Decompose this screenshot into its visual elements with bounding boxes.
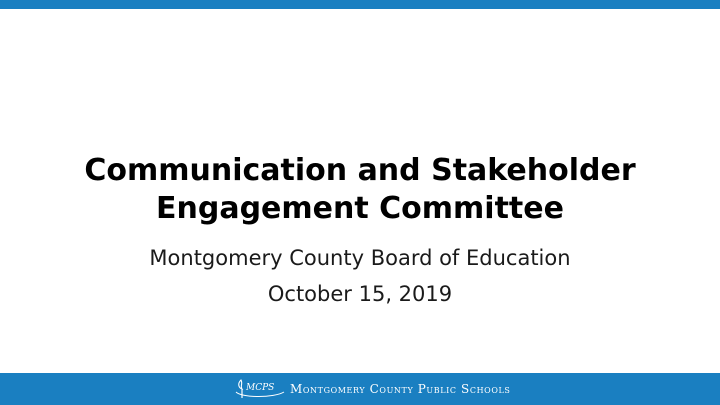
school-system-name: Montgomery County Public Schools — [290, 382, 511, 396]
slide-title — [0, 152, 720, 228]
title-line-1: Communication and Stakeholder — [84, 153, 636, 188]
organization-subtitle: Montgomery County Board of Education — [149, 246, 571, 270]
title-line-2: Engagement Committee — [156, 191, 564, 226]
mcps-logo-text: MCPS — [246, 383, 275, 393]
mcps-logo — [234, 376, 286, 402]
meeting-date: October 15, 2019 — [267, 282, 453, 306]
top-accent-bar — [0, 0, 720, 9]
mcps-torch-logo-icon — [234, 376, 286, 402]
